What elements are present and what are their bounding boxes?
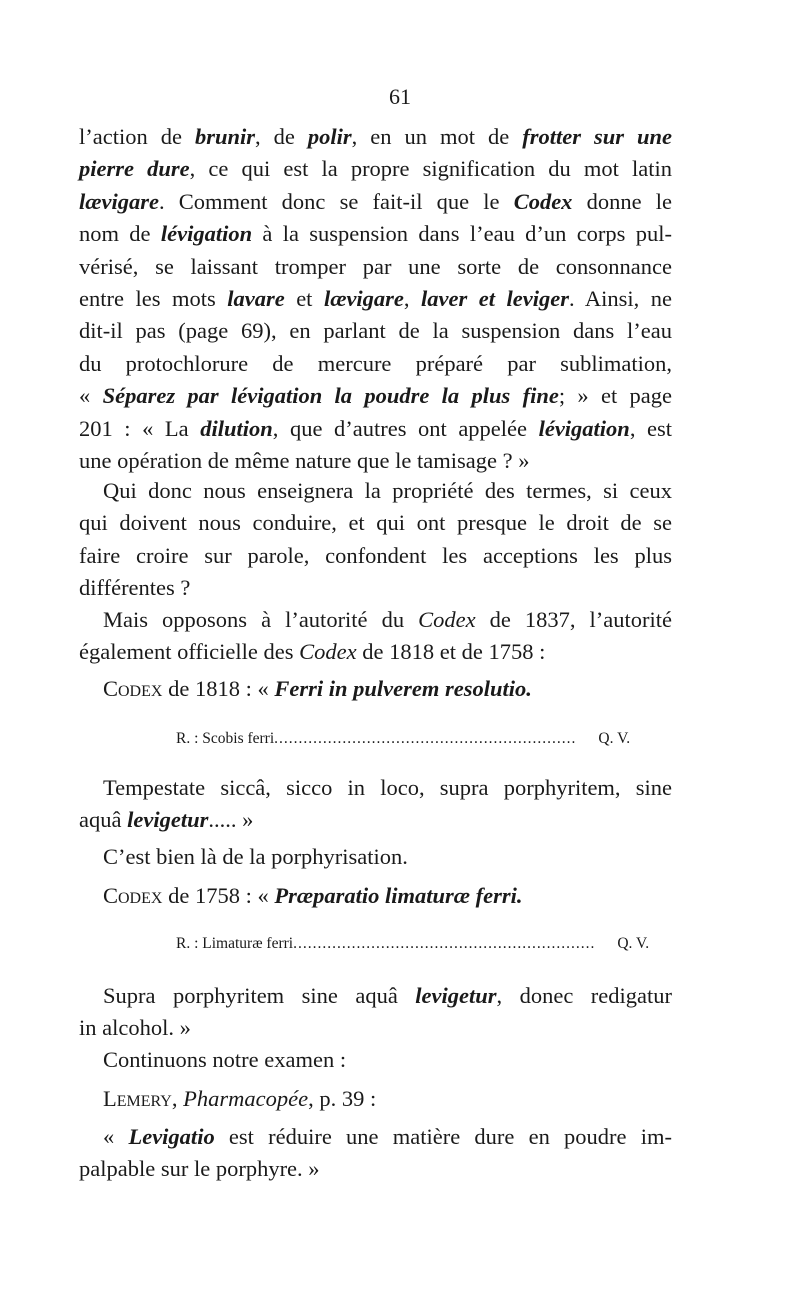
leader-dots: ..............................................................: [274, 730, 577, 747]
paragraph-3: [79, 604, 672, 669]
text-line: C’est bien là de la porphyrisation.: [103, 844, 408, 869]
text-line: Tempestate siccâ, sicco in loco, supra porphyritem, sine: [103, 775, 672, 800]
recipe-line-1: R. : Scobis ferri .............................................................. Q. V.: [176, 730, 631, 747]
text-line: nom de lévigation à la suspension dans l’eau d’un corps pul-: [79, 221, 672, 247]
recipe-line-2: R. : Limaturæ ferri .............................................................. Q. V.: [176, 935, 650, 952]
text-line: vérisé, se laissant tromper par une sorte de consonnance: [79, 253, 672, 279]
text-line: 201 : « La dilution, que d’autres ont appelée lévigation, est: [79, 415, 673, 441]
text-line: qui doivent nous conduire, et qui ont presque le droit de se: [79, 510, 672, 536]
text-line: l’action de brunir, de polir, en un mot de frotter sur une: [79, 124, 672, 149]
paragraph-7: [79, 1044, 672, 1076]
paragraph-1: [79, 121, 672, 477]
paragraph-2: [79, 475, 672, 605]
paragraph-8: [79, 1121, 672, 1186]
lemery-heading: Lemery, Pharmacopée, p. 39 :: [103, 1086, 377, 1111]
text-line: « Levigatio est réduire une matière dure en poudre im-: [103, 1124, 672, 1149]
text-line: in alcohol. »: [79, 1015, 191, 1041]
text-line: lævigare. Comment donc se fait-il que le Codex donne le: [79, 188, 672, 214]
text-line: aquâ levigetur..... »: [79, 807, 254, 833]
page-number: 61: [389, 84, 411, 109]
text-line: « Séparez par lévigation la poudre la plus fine; » et page: [79, 383, 672, 409]
text-line: Continuons notre examen :: [103, 1047, 347, 1072]
text-line: différentes ?: [79, 575, 191, 601]
paragraph-6: [79, 980, 672, 1045]
text-line: également officielle des Codex de 1818 et de 1758 :: [79, 639, 546, 665]
text-line: Mais opposons à l’autorité du Codex de 1837, l’autorité: [103, 607, 673, 632]
paragraph-5: [79, 841, 672, 873]
text-line: palpable sur le porphyre. »: [79, 1156, 320, 1182]
text-line: du protochlorure de mercure préparé par sublimation,: [79, 350, 672, 376]
text-line: Qui donc nous enseignera la propriété des termes, si ceux: [103, 478, 672, 503]
text-line: une opération de même nature que le tamisage ? »: [79, 448, 530, 474]
text-line: pierre dure, ce qui est la propre signification du mot latin: [79, 156, 672, 182]
text-line: entre les mots lavare et lævigare, laver et leviger. Ainsi, ne: [79, 286, 672, 312]
leader-dots: ..............................................................: [293, 935, 596, 952]
text-line: faire croire sur parole, confondent les acceptions les plus: [79, 542, 672, 568]
text-line: dit-il pas (page 69), en parlant de la suspension dans l’eau: [79, 318, 672, 344]
codex-1758-heading: Codex de 1758 : « Præparatio limaturæ ferri.: [103, 883, 523, 908]
text-line: Supra porphyritem sine aquâ levigetur, donec redigatur: [103, 983, 672, 1008]
codex-1818-heading: Codex de 1818 : « Ferri in pulverem resolutio.: [103, 676, 532, 701]
paragraph-4: [79, 772, 672, 837]
